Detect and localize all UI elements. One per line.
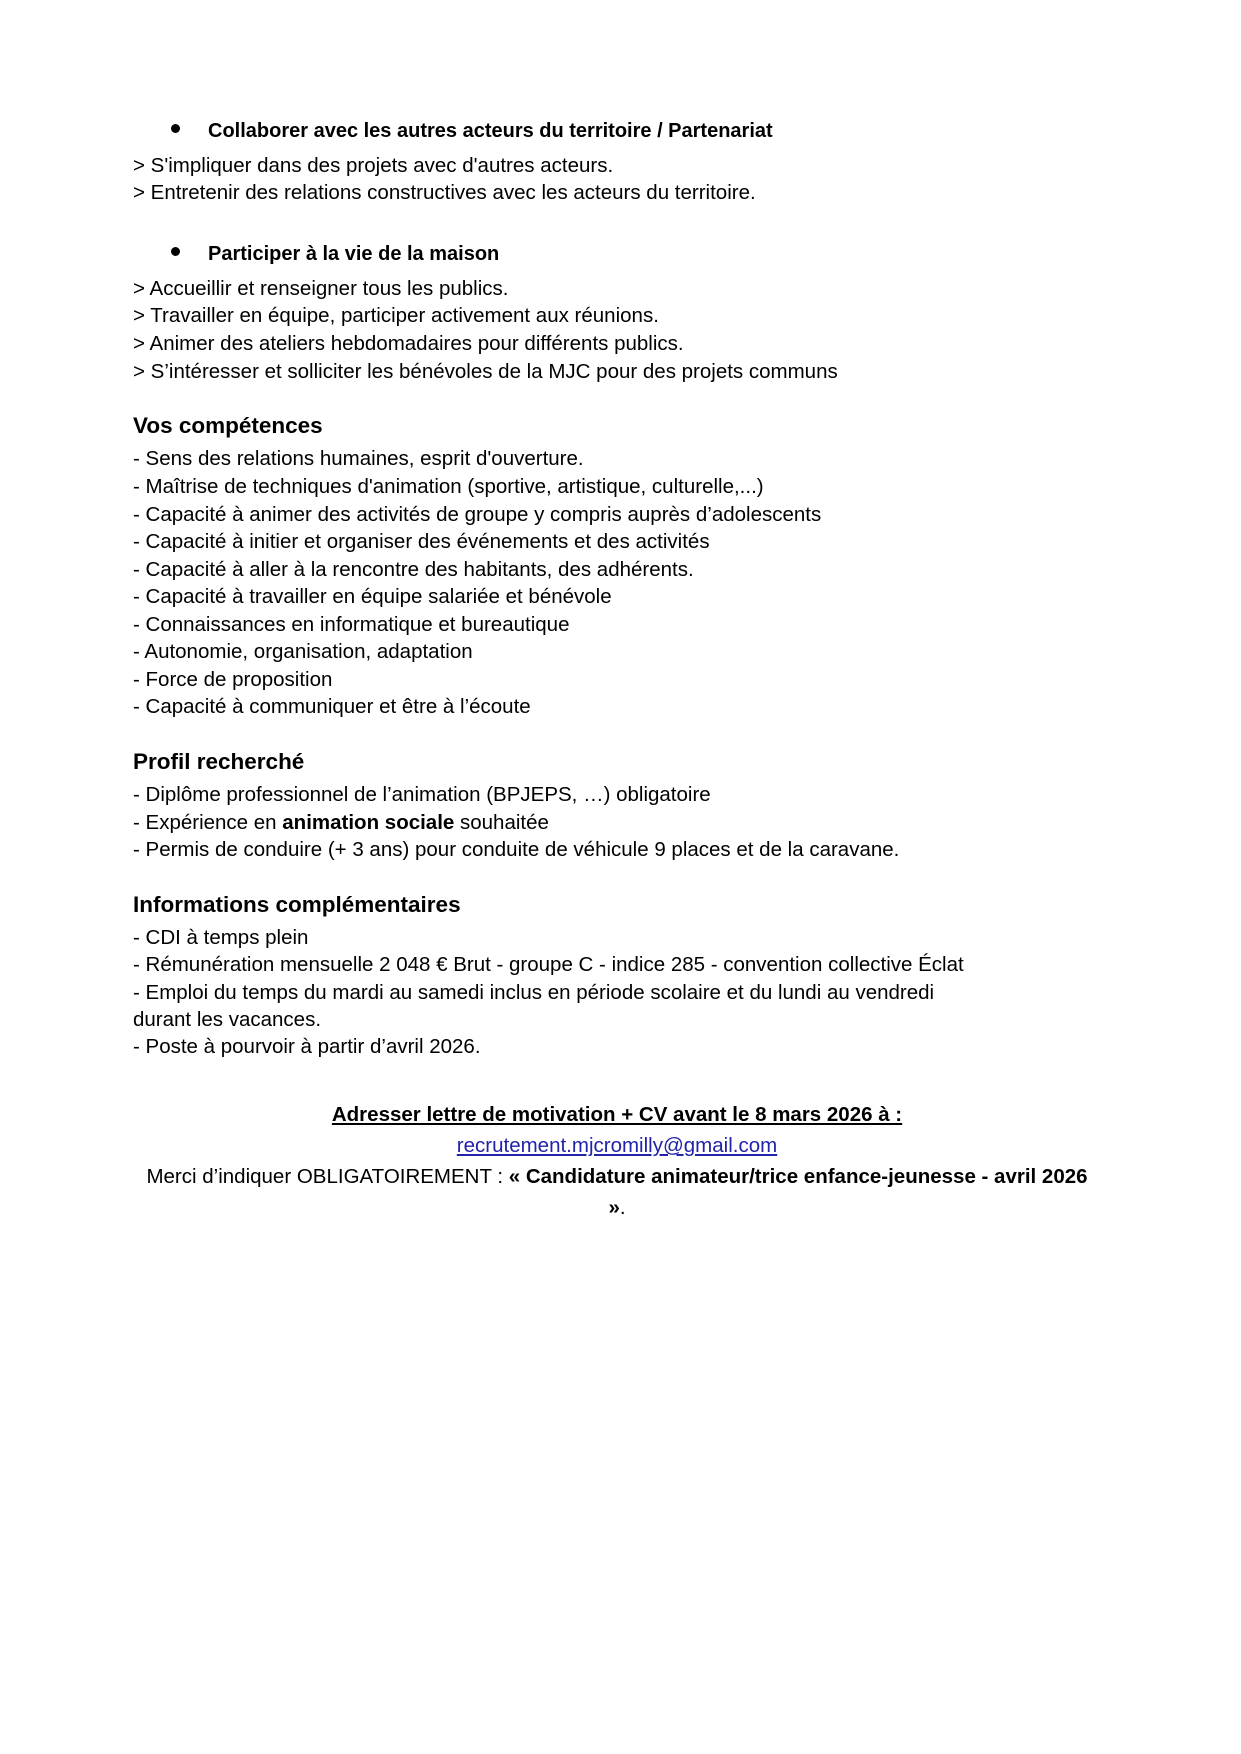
section-informations bbox=[133, 890, 1101, 1061]
list-item: - Emploi du temps du mardi au samedi inclus en période scolaire et du lundi au vendredi bbox=[133, 980, 935, 1004]
list-item: - Capacité à travailler en équipe salariée et bénévole bbox=[133, 585, 612, 609]
closing-note-suffix: . bbox=[619, 1195, 626, 1219]
list-item: - Connaissances en informatique et bureautique bbox=[133, 612, 570, 636]
section-title-profil: Profil recherché bbox=[133, 749, 305, 775]
list-item-experience bbox=[133, 809, 1101, 837]
list-item: - Maîtrise de techniques d'animation (sportive, artistique, culturelle,...) bbox=[133, 474, 764, 498]
experience-emphasis: animation sociale bbox=[282, 810, 455, 834]
list-item: - Capacité à initier et organiser des événements et des activités bbox=[133, 530, 710, 554]
list-item: > Entretenir des relations constructives avec les acteurs du territoire. bbox=[133, 181, 756, 205]
section-heading-text: Participer à la vie de la maison bbox=[208, 243, 500, 266]
section-heading-collaborer bbox=[133, 118, 1101, 145]
spacer bbox=[133, 864, 1101, 890]
list-item: - Poste à pourvoir à partir d’avril 2026. bbox=[133, 1035, 481, 1059]
spacer bbox=[133, 385, 1101, 411]
list-item: > Travailler en équipe, participer activement aux réunions. bbox=[133, 304, 659, 328]
experience-prefix: - Expérience en bbox=[133, 810, 283, 834]
section-heading-text: Collaborer avec les autres acteurs du territoire / Partenariat bbox=[208, 120, 773, 142]
list-item: > S'impliquer dans des projets avec d'autres acteurs. bbox=[133, 153, 614, 177]
experience-suffix: souhaitée bbox=[454, 810, 549, 834]
list-item-continuation: durant les vacances. bbox=[133, 1007, 322, 1031]
spacer bbox=[133, 207, 1101, 241]
closing-note-emphasis: « Candidature animateur/trice enfance-jeunesse - avril 2026 » bbox=[508, 1164, 1088, 1219]
email-link[interactable]: recrutement.mjcromilly@gmail.com bbox=[456, 1134, 778, 1158]
list-item: - Capacité à communiquer et être à l’écoute bbox=[133, 695, 531, 719]
list-item: - Autonomie, organisation, adaptation bbox=[133, 640, 473, 664]
closing-email-row bbox=[133, 1131, 1101, 1162]
list-item: - Capacité à animer des activités de groupe y compris auprès d’adolescents bbox=[133, 502, 822, 526]
document-body bbox=[133, 118, 1101, 1223]
section-participer bbox=[133, 241, 1101, 385]
section-collaborer bbox=[133, 118, 1101, 207]
list-item: > Animer des ateliers hebdomadaires pour différents publics. bbox=[133, 332, 684, 356]
list-item: - Diplôme professionnel de l’animation (BPJEPS, …) obligatoire bbox=[133, 783, 711, 807]
closing-block bbox=[133, 1100, 1101, 1223]
bullet-dot-icon bbox=[171, 247, 180, 256]
section-profil bbox=[133, 747, 1101, 864]
closing-note-prefix: Merci d’indiquer OBLIGATOIREMENT : bbox=[146, 1164, 509, 1188]
closing-note bbox=[133, 1162, 1101, 1224]
list-item: - Capacité à aller à la rencontre des habitants, des adhérents. bbox=[133, 557, 694, 581]
list-item: - Permis de conduire (+ 3 ans) pour conduite de véhicule 9 places et de la caravane. bbox=[133, 838, 900, 862]
section-title-informations: Informations complémentaires bbox=[133, 891, 461, 917]
spacer bbox=[133, 721, 1101, 747]
section-title-competences: Vos compétences bbox=[133, 413, 323, 439]
list-item: - Rémunération mensuelle 2 048 € Brut - groupe C - indice 285 - convention collective Éclat bbox=[133, 953, 964, 977]
section-heading-participer bbox=[133, 241, 1101, 268]
section-competences bbox=[133, 411, 1101, 721]
list-item: - Force de proposition bbox=[133, 667, 333, 691]
list-item: > S’intéresser et solliciter les bénévoles de la MJC pour des projets communs bbox=[133, 359, 838, 383]
list-item: - CDI à temps plein bbox=[133, 926, 309, 950]
list-item: - Sens des relations humaines, esprit d'ouverture. bbox=[133, 447, 584, 471]
closing-heading: Adresser lettre de motivation + CV avant le 8 mars 2026 à : bbox=[331, 1103, 903, 1127]
list-item: > Accueillir et renseigner tous les publics. bbox=[133, 276, 509, 300]
bullet-dot-icon bbox=[171, 124, 180, 133]
